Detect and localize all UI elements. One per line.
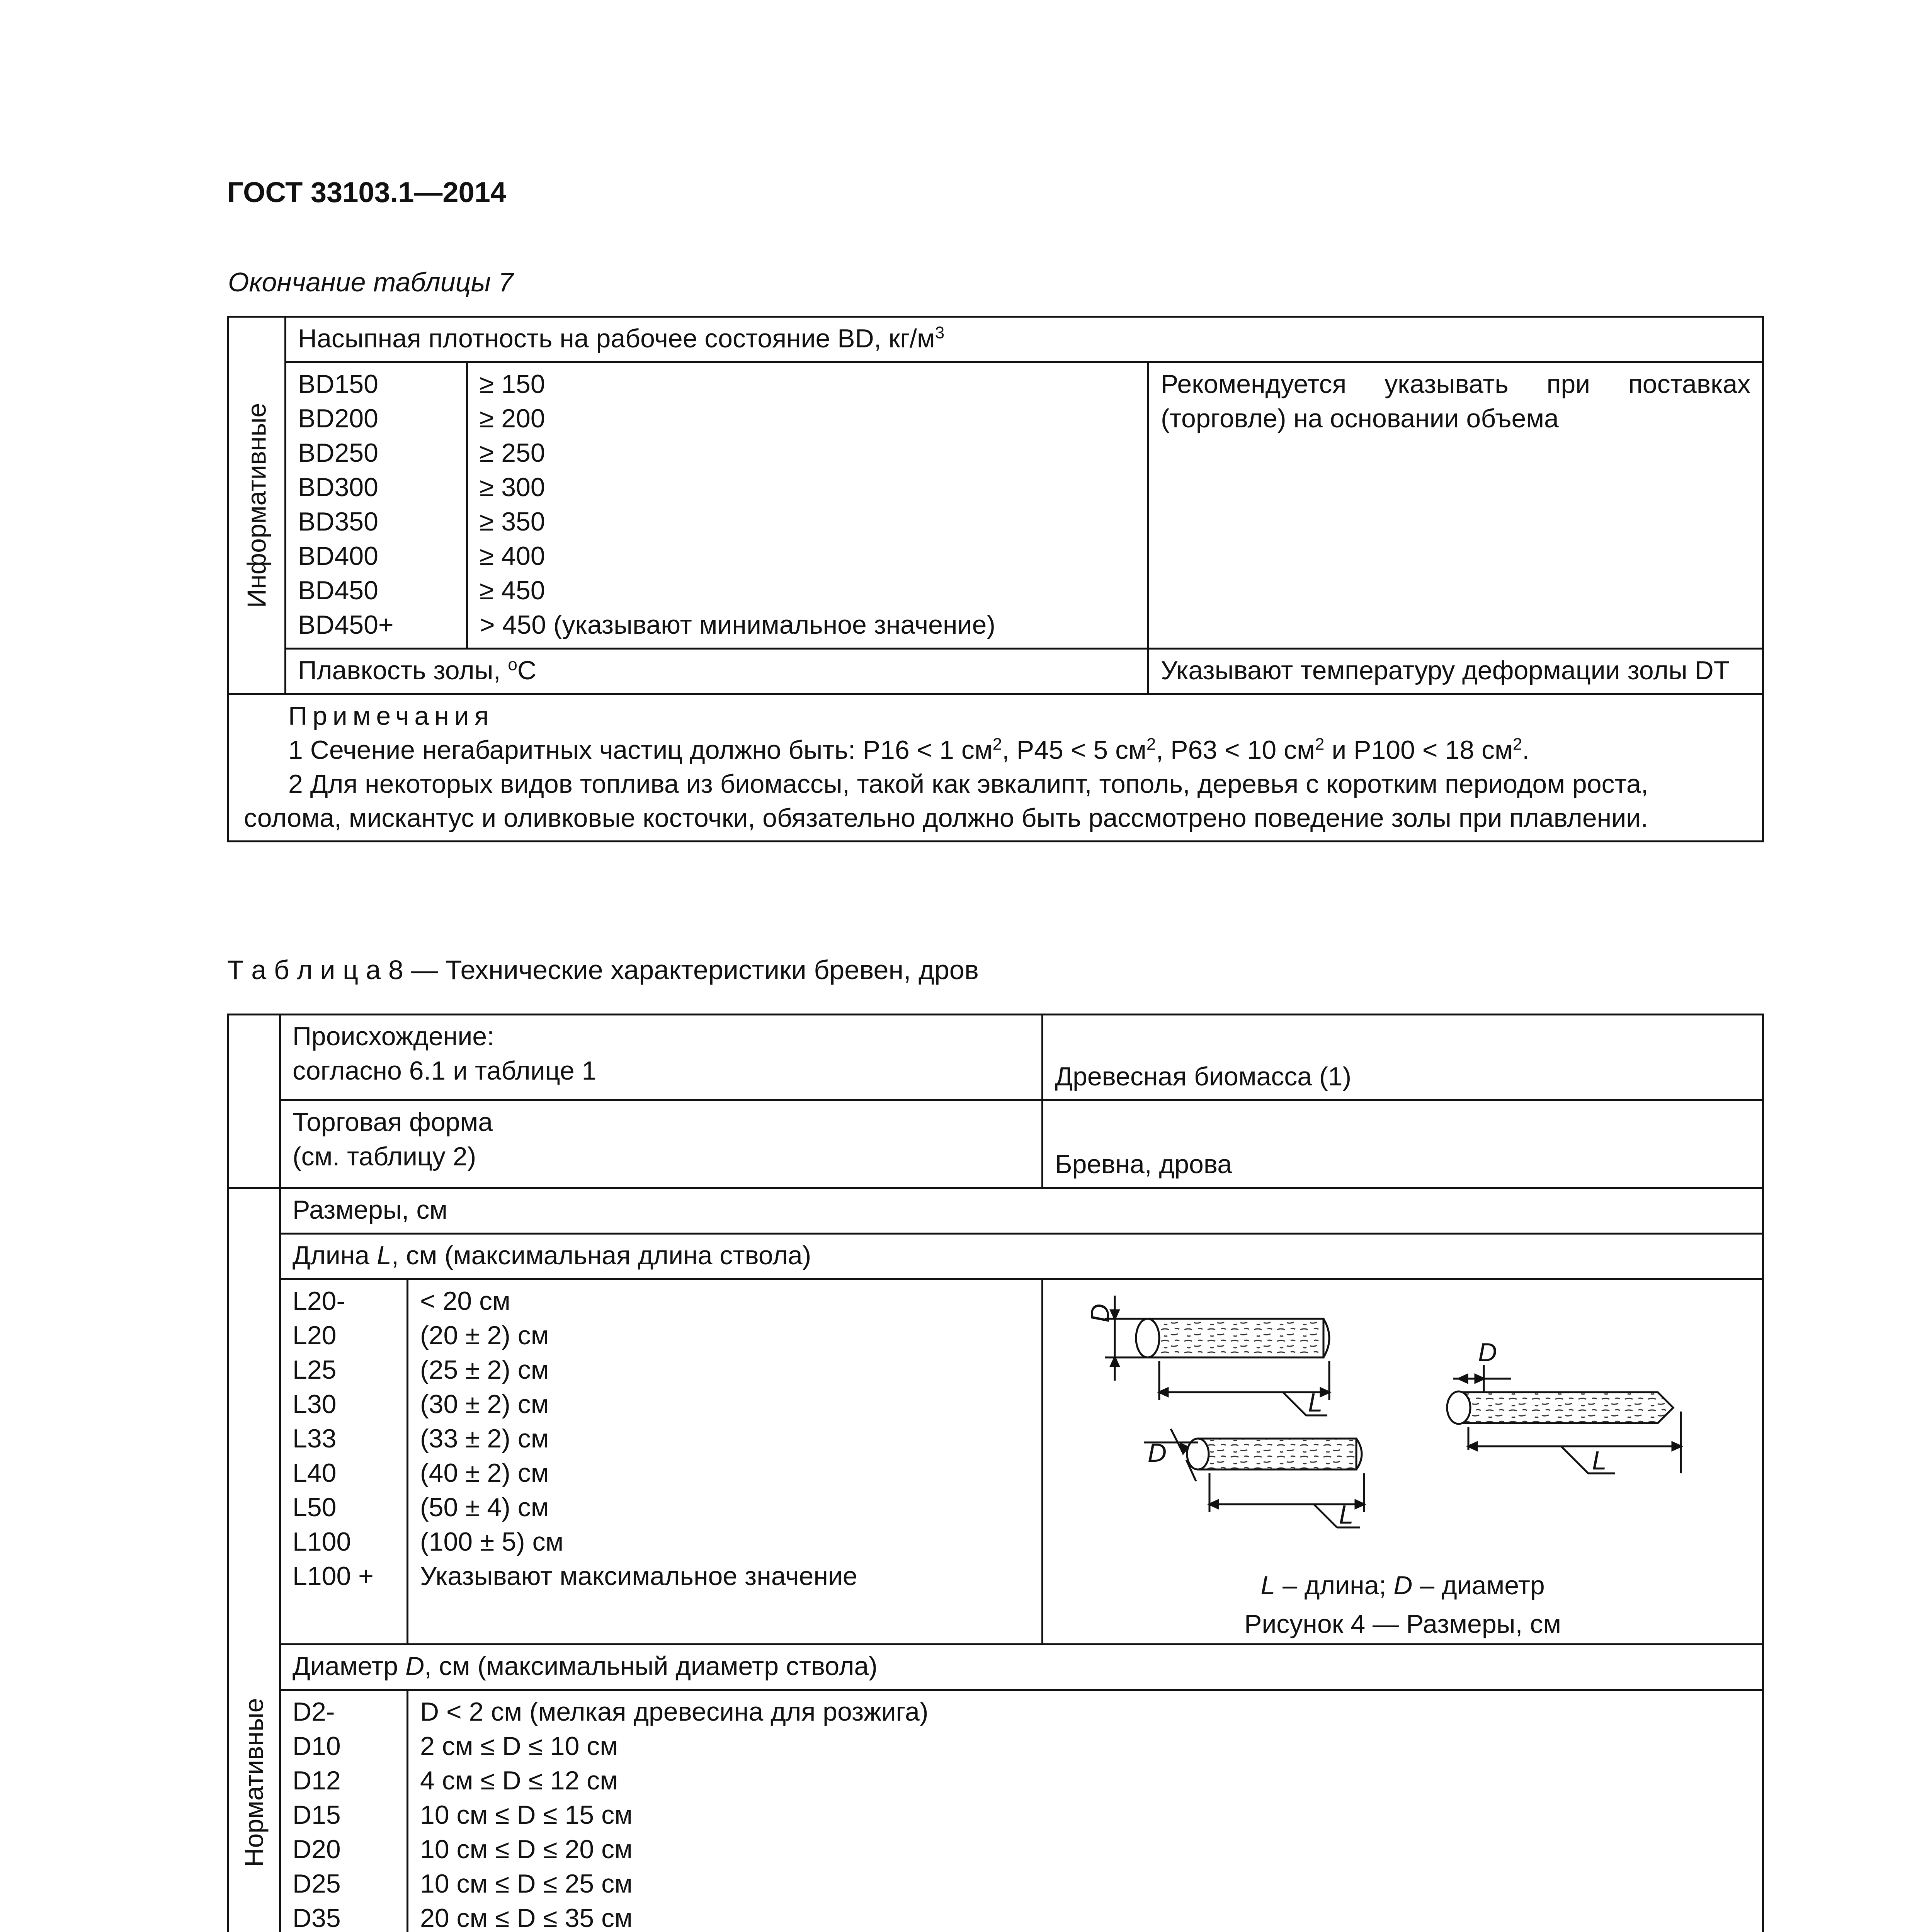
- length-title-var: L: [376, 1241, 391, 1270]
- label-L-1: L: [1308, 1388, 1323, 1417]
- diameter-code: D25: [293, 1869, 341, 1898]
- diameter-title-pre: Диаметр: [293, 1651, 406, 1681]
- note1-text: 1 Сечение негабаритных частиц должно быть: Р16 < 1 см: [288, 735, 993, 765]
- label-D-3: D: [1478, 1338, 1497, 1367]
- bd-value: ≥ 200: [480, 404, 545, 433]
- ash-melting-label: Плавкость золы,: [298, 656, 508, 685]
- bd-code: BD350: [298, 507, 378, 536]
- length-code: L100: [293, 1527, 351, 1556]
- bd-note: Рекомендуется указывать при поставках (торговле) на основании объема: [1148, 362, 1763, 649]
- length-value: (100 ± 5) см: [420, 1527, 564, 1556]
- length-value: < 20 см: [420, 1286, 510, 1316]
- note1-superscript: 2: [1512, 735, 1522, 754]
- bd-value: ≥ 450: [480, 576, 545, 605]
- ash-melting-note: Указывают температуру деформации золы DT: [1148, 649, 1763, 694]
- bd-values-cell: [467, 362, 1148, 649]
- diameter-code: D20: [293, 1835, 341, 1864]
- diameter-value: 4 см ≤ D ≤ 12 см: [420, 1766, 618, 1795]
- origin-value: Древесная биомасса (1): [1043, 1015, 1763, 1100]
- length-values-list: [420, 1284, 1030, 1594]
- length-value: (33 ± 2) см: [420, 1424, 549, 1453]
- label-D-1: D: [1085, 1303, 1115, 1323]
- dimensions-title: Размеры, см: [280, 1188, 1763, 1234]
- origin-label-line2: согласно 6.1 и таблице 1: [293, 1056, 597, 1085]
- diameter-title-post: , см (максимальный диаметр ствола): [424, 1651, 878, 1681]
- notes-cell: [228, 694, 1763, 842]
- bulk-density-title: Насыпная плотность на рабочее состояние BD, кг/м: [298, 324, 935, 353]
- label-L-2: L: [1339, 1500, 1354, 1529]
- length-code: L30: [293, 1389, 337, 1419]
- length-values-cell: [408, 1279, 1043, 1645]
- figure-legend: [1043, 1566, 1762, 1605]
- length-code: L50: [293, 1493, 337, 1522]
- length-codes-cell: [280, 1279, 408, 1645]
- bd-value: ≥ 300: [480, 473, 545, 502]
- note-2-line-2: солома, мискантус и оливковые косточки, обязательно должно быть рассмотрено поведение золы при плавлении.: [244, 803, 1648, 833]
- note1-superscript: 2: [1146, 735, 1156, 754]
- group-label-cell: [228, 317, 286, 694]
- group-label: Информативные: [242, 403, 271, 608]
- degree-sup: o: [508, 655, 517, 674]
- length-value: (20 ± 2) см: [420, 1321, 549, 1350]
- logs-dimensions-figure: [1043, 1280, 1762, 1566]
- document-header: ГОСТ 33103.1—2014: [227, 176, 507, 208]
- bd-code: BD300: [298, 473, 378, 502]
- length-value: (25 ± 2) см: [420, 1355, 549, 1384]
- diameter-value: 10 см ≤ D ≤ 20 см: [420, 1835, 633, 1864]
- note-1: [244, 733, 1750, 767]
- bulk-density-title-cell: [286, 317, 1763, 362]
- length-code: L40: [293, 1458, 337, 1488]
- bd-code: BD150: [298, 369, 378, 399]
- trade-label-cell: [280, 1100, 1043, 1188]
- bd-code: BD450+: [298, 610, 394, 639]
- superscript: 3: [935, 323, 945, 342]
- diameter-values-cell: [408, 1690, 1763, 1932]
- legend-end: – диаметр: [1412, 1571, 1545, 1600]
- diameter-code: D2-: [293, 1697, 335, 1726]
- label-L-3: L: [1592, 1446, 1607, 1475]
- length-code: L100 +: [293, 1561, 374, 1591]
- note1-superscript: 2: [992, 735, 1002, 754]
- table8: [227, 1014, 1764, 1932]
- length-title-post: , см (максимальная длина ствола): [391, 1241, 811, 1270]
- note1-text: , Р63 < 10 см: [1156, 735, 1315, 765]
- table7: [227, 316, 1764, 842]
- ash-melting-label-cell: [286, 649, 1148, 694]
- normative-group-label: Нормативные: [239, 1698, 269, 1867]
- bd-values-list: [480, 367, 1136, 642]
- diameter-code: D15: [293, 1800, 341, 1830]
- bd-value: ≥ 350: [480, 507, 545, 536]
- diameter-code: D35: [293, 1903, 341, 1932]
- empty-group-cell: [228, 1015, 280, 1188]
- bd-codes-cell: [286, 362, 467, 649]
- bd-value: ≥ 400: [480, 541, 545, 571]
- figure-4-cell: [1043, 1279, 1763, 1645]
- table8-caption: Т а б л и ц а 8 — Технические характеристики бревен, дров: [227, 955, 979, 985]
- length-code: L25: [293, 1355, 337, 1384]
- table7-caption: Окончание таблицы 7: [228, 267, 514, 297]
- length-code: L20-: [293, 1286, 345, 1316]
- length-code: L33: [293, 1424, 337, 1453]
- diameter-value: 10 см ≤ D ≤ 25 см: [420, 1869, 633, 1898]
- diameter-value: D < 2 см (мелкая древесина для розжига): [420, 1697, 929, 1726]
- bd-codes-list: [298, 367, 454, 642]
- diameter-value: 10 см ≤ D ≤ 15 см: [420, 1800, 633, 1830]
- bd-code: BD450: [298, 576, 378, 605]
- note1-text: , Р45 < 5 см: [1002, 735, 1146, 765]
- diameter-value: 20 см ≤ D ≤ 35 см: [420, 1903, 633, 1932]
- trade-label-line2: (см. таблицу 2): [293, 1142, 476, 1171]
- length-code: L20: [293, 1321, 337, 1350]
- diameter-codes-cell: [280, 1690, 408, 1932]
- bd-code: BD250: [298, 438, 378, 468]
- note1-text: .: [1522, 735, 1530, 765]
- diameter-title-cell: [280, 1645, 1763, 1690]
- trade-value: Бревна, дрова: [1043, 1100, 1763, 1188]
- length-value: (40 ± 2) см: [420, 1458, 549, 1488]
- diameter-title-var: D: [405, 1651, 425, 1681]
- origin-label-cell: [280, 1015, 1043, 1100]
- notes-title: Примечания: [288, 701, 494, 731]
- ash-melting-unit: C: [517, 656, 536, 685]
- note1-superscript: 2: [1315, 735, 1325, 754]
- length-codes-list: [293, 1284, 395, 1594]
- bd-code: BD400: [298, 541, 378, 571]
- trade-label-line1: Торговая форма: [293, 1107, 493, 1137]
- diameter-values-list: [420, 1695, 1750, 1932]
- origin-label-line1: Происхождение:: [293, 1022, 495, 1051]
- label-D-2: D: [1148, 1438, 1167, 1468]
- legend-L: L: [1260, 1571, 1276, 1600]
- bd-value: ≥ 150: [480, 369, 545, 399]
- diameter-code: D10: [293, 1731, 341, 1761]
- legend-mid: – длина;: [1275, 1571, 1394, 1600]
- length-value: Указывают максимальное значение: [420, 1561, 857, 1591]
- bd-value: > 450 (указывают минимальное значение): [480, 610, 995, 639]
- diameter-value: 2 см ≤ D ≤ 10 см: [420, 1731, 618, 1761]
- note1-text: и Р100 < 18 см: [1324, 735, 1513, 765]
- length-title-cell: [280, 1234, 1763, 1279]
- figure-caption: Рисунок 4 — Размеры, см: [1244, 1609, 1561, 1639]
- bd-code: BD200: [298, 404, 378, 433]
- length-value: (50 ± 4) см: [420, 1493, 549, 1522]
- length-title-pre: Длина: [293, 1241, 377, 1270]
- bd-value: ≥ 250: [480, 438, 545, 468]
- diameter-codes-list: [293, 1695, 395, 1932]
- legend-D: D: [1393, 1571, 1413, 1600]
- note-2-line-1: 2 Для некоторых видов топлива из биомассы, такой как эвкалипт, тополь, деревья с коротким периодом роста,: [288, 769, 1648, 799]
- length-value: (30 ± 2) см: [420, 1389, 549, 1419]
- diameter-code: D12: [293, 1766, 341, 1795]
- normative-group-cell: [228, 1188, 280, 1932]
